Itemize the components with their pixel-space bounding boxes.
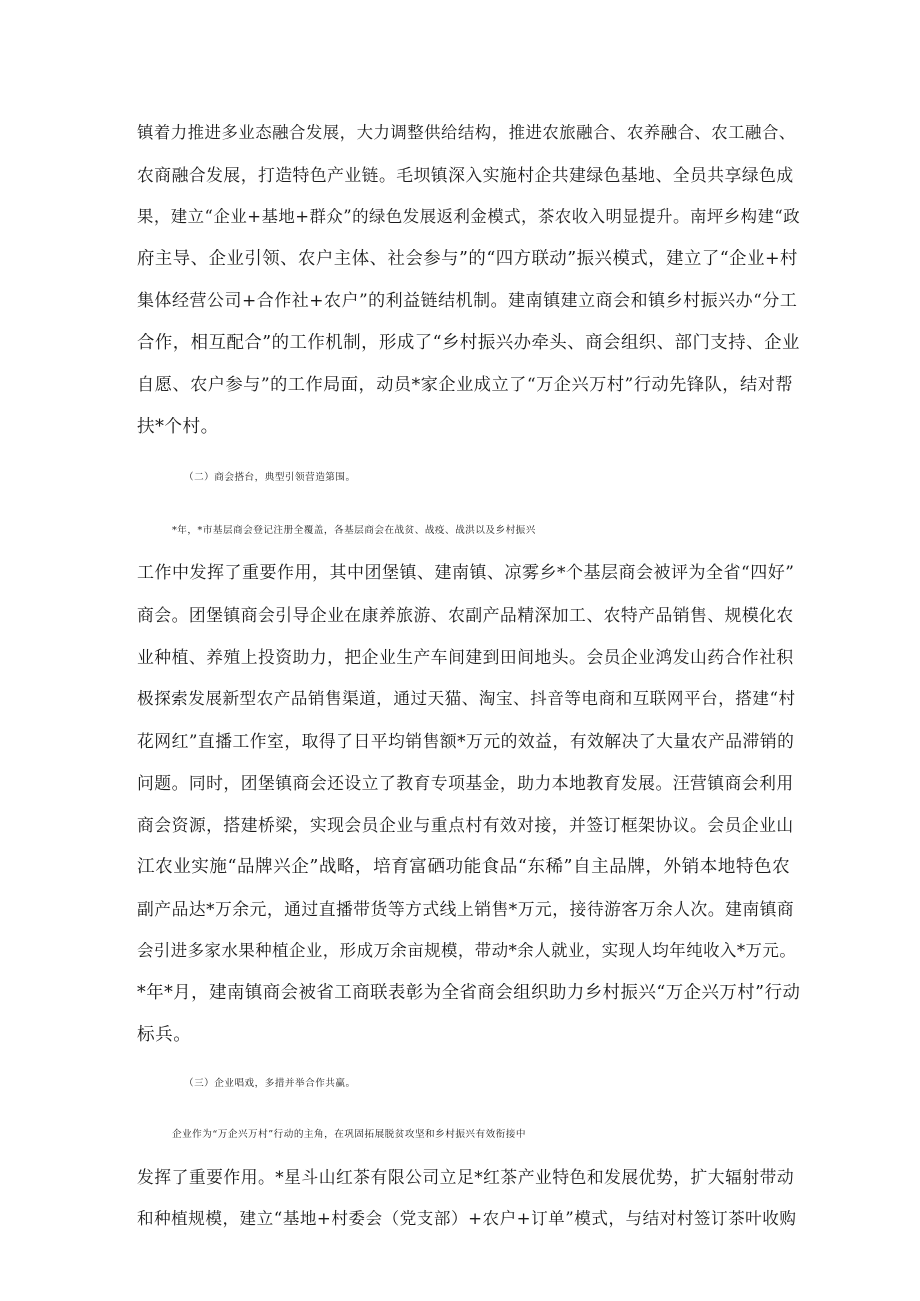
paragraph-1-line: 府主导、企业引领、农户主体、社会参与”的“四方联动”振兴模式，建立了“企业+村 (137, 249, 798, 269)
paragraph-1-line: 合作，相互配合”的工作机制，形成了“乡村振兴办牵头、商会组织、部门支持、企业 (137, 333, 800, 353)
paragraph-2-line: 副产品达*万余元，通过直播带货等方式线上销售*万元，接待游客万余人次。建南镇商 (137, 899, 795, 919)
paragraph-2-line: 工作中发挥了重要作用，其中团堡镇、建南镇、凉雾乡*个基层商会被评为全省“四好” (137, 563, 795, 583)
section-heading-3: （三）企业唱戏，多措并举合作共赢。 (184, 1078, 356, 1089)
paragraph-2-line: 江农业实施“品牌兴企”战略，培育富硒功能食品“东稀”自主品牌，外销本地特色农 (137, 857, 791, 877)
paragraph-2-line: 会引进多家水果种植企业，形成万余亩规模，带动*余人就业，实现人均年纯收入*万元。 (137, 941, 797, 960)
paragraph-1-line: 自愿、农户参与”的工作局面，动员*家企业成立了“万企兴万村”行动先锋队，结对帮 (137, 375, 794, 395)
paragraph-2-line: 花网红”直播工作室，取得了日平均销售额*万元的效益，有效解决了大量农产品滞销的 (137, 731, 795, 751)
paragraph-1-line: 镇着力推进多业态融合发展，大力调整供给结构，推进农旅融合、农养融合、农工融合、 (137, 123, 796, 142)
paragraph-2-line: 业种植、养殖上投资助力，把企业生产车间建到田间地头。会员企业鸿发山药合作社积 (137, 647, 794, 667)
paragraph-3-line: 发挥了重要作用。*星斗山红茶有限公司立足*红茶产业特色和发展优势，扩大辐射带动 (137, 1167, 795, 1187)
paragraph-2-line: *年*月，建南镇商会被省工商联表彰为全省商会组织助力乡村振兴“万企兴万村”行动 (137, 983, 801, 1003)
paragraph-1-line: 集体经营公司+合作社+农户”的利益链结机制。建南镇建立商会和镇乡村振兴办“分工 (137, 291, 798, 311)
paragraph-3-line: 和种植规模，建立“基地+村委会（党支部）+农户+订单”模式，与结对村签订茶叶收购 (137, 1209, 797, 1228)
paragraph-2-line: 商会资源，搭建桥梁，实现会员企业与重点村有效对接，并签订框架协议。会员企业山 (137, 815, 794, 835)
paragraph-2-line: *年，*市基层商会登记注册全覆盖，各基层商会在战贫、战疫、战洪以及乡村振兴 (172, 525, 536, 536)
paragraph-1-line: 扶*个村。 (137, 417, 219, 437)
paragraph-2-line: 极探索发展新型农产品销售渠道，通过天猫、淘宝、抖音等电商和互联网平台，搭建“村 (137, 689, 796, 708)
paragraph-2-line: 标兵。 (137, 1025, 192, 1045)
paragraph-2-line: 问题。同时，团堡镇商会还设立了教育专项基金，助力本地教育发展。汪营镇商会利用 (137, 773, 794, 793)
paragraph-3-line: 企业作为“万企兴万村”行动的主角，在巩固拓展脱贫攻坚和乡村振兴有效衔接中 (172, 1129, 526, 1140)
paragraph-1-line: 果，建立“企业+基地+群众”的绿色发展返利金模式，茶农收入明显提升。南坪乡构建“政 (137, 207, 801, 226)
section-heading-2: （二）商会搭台，典型引领营造第围。 (184, 472, 356, 483)
paragraph-1-line: 农商融合发展，打造特色产业链。毛坝镇深入实施村企共建绿色基地、全员共享绿色成 (137, 165, 794, 185)
paragraph-2-line: 商会。团堡镇商会引导企业在康养旅游、农副产品精深加工、农特产品销售、规模化农 (137, 605, 794, 625)
